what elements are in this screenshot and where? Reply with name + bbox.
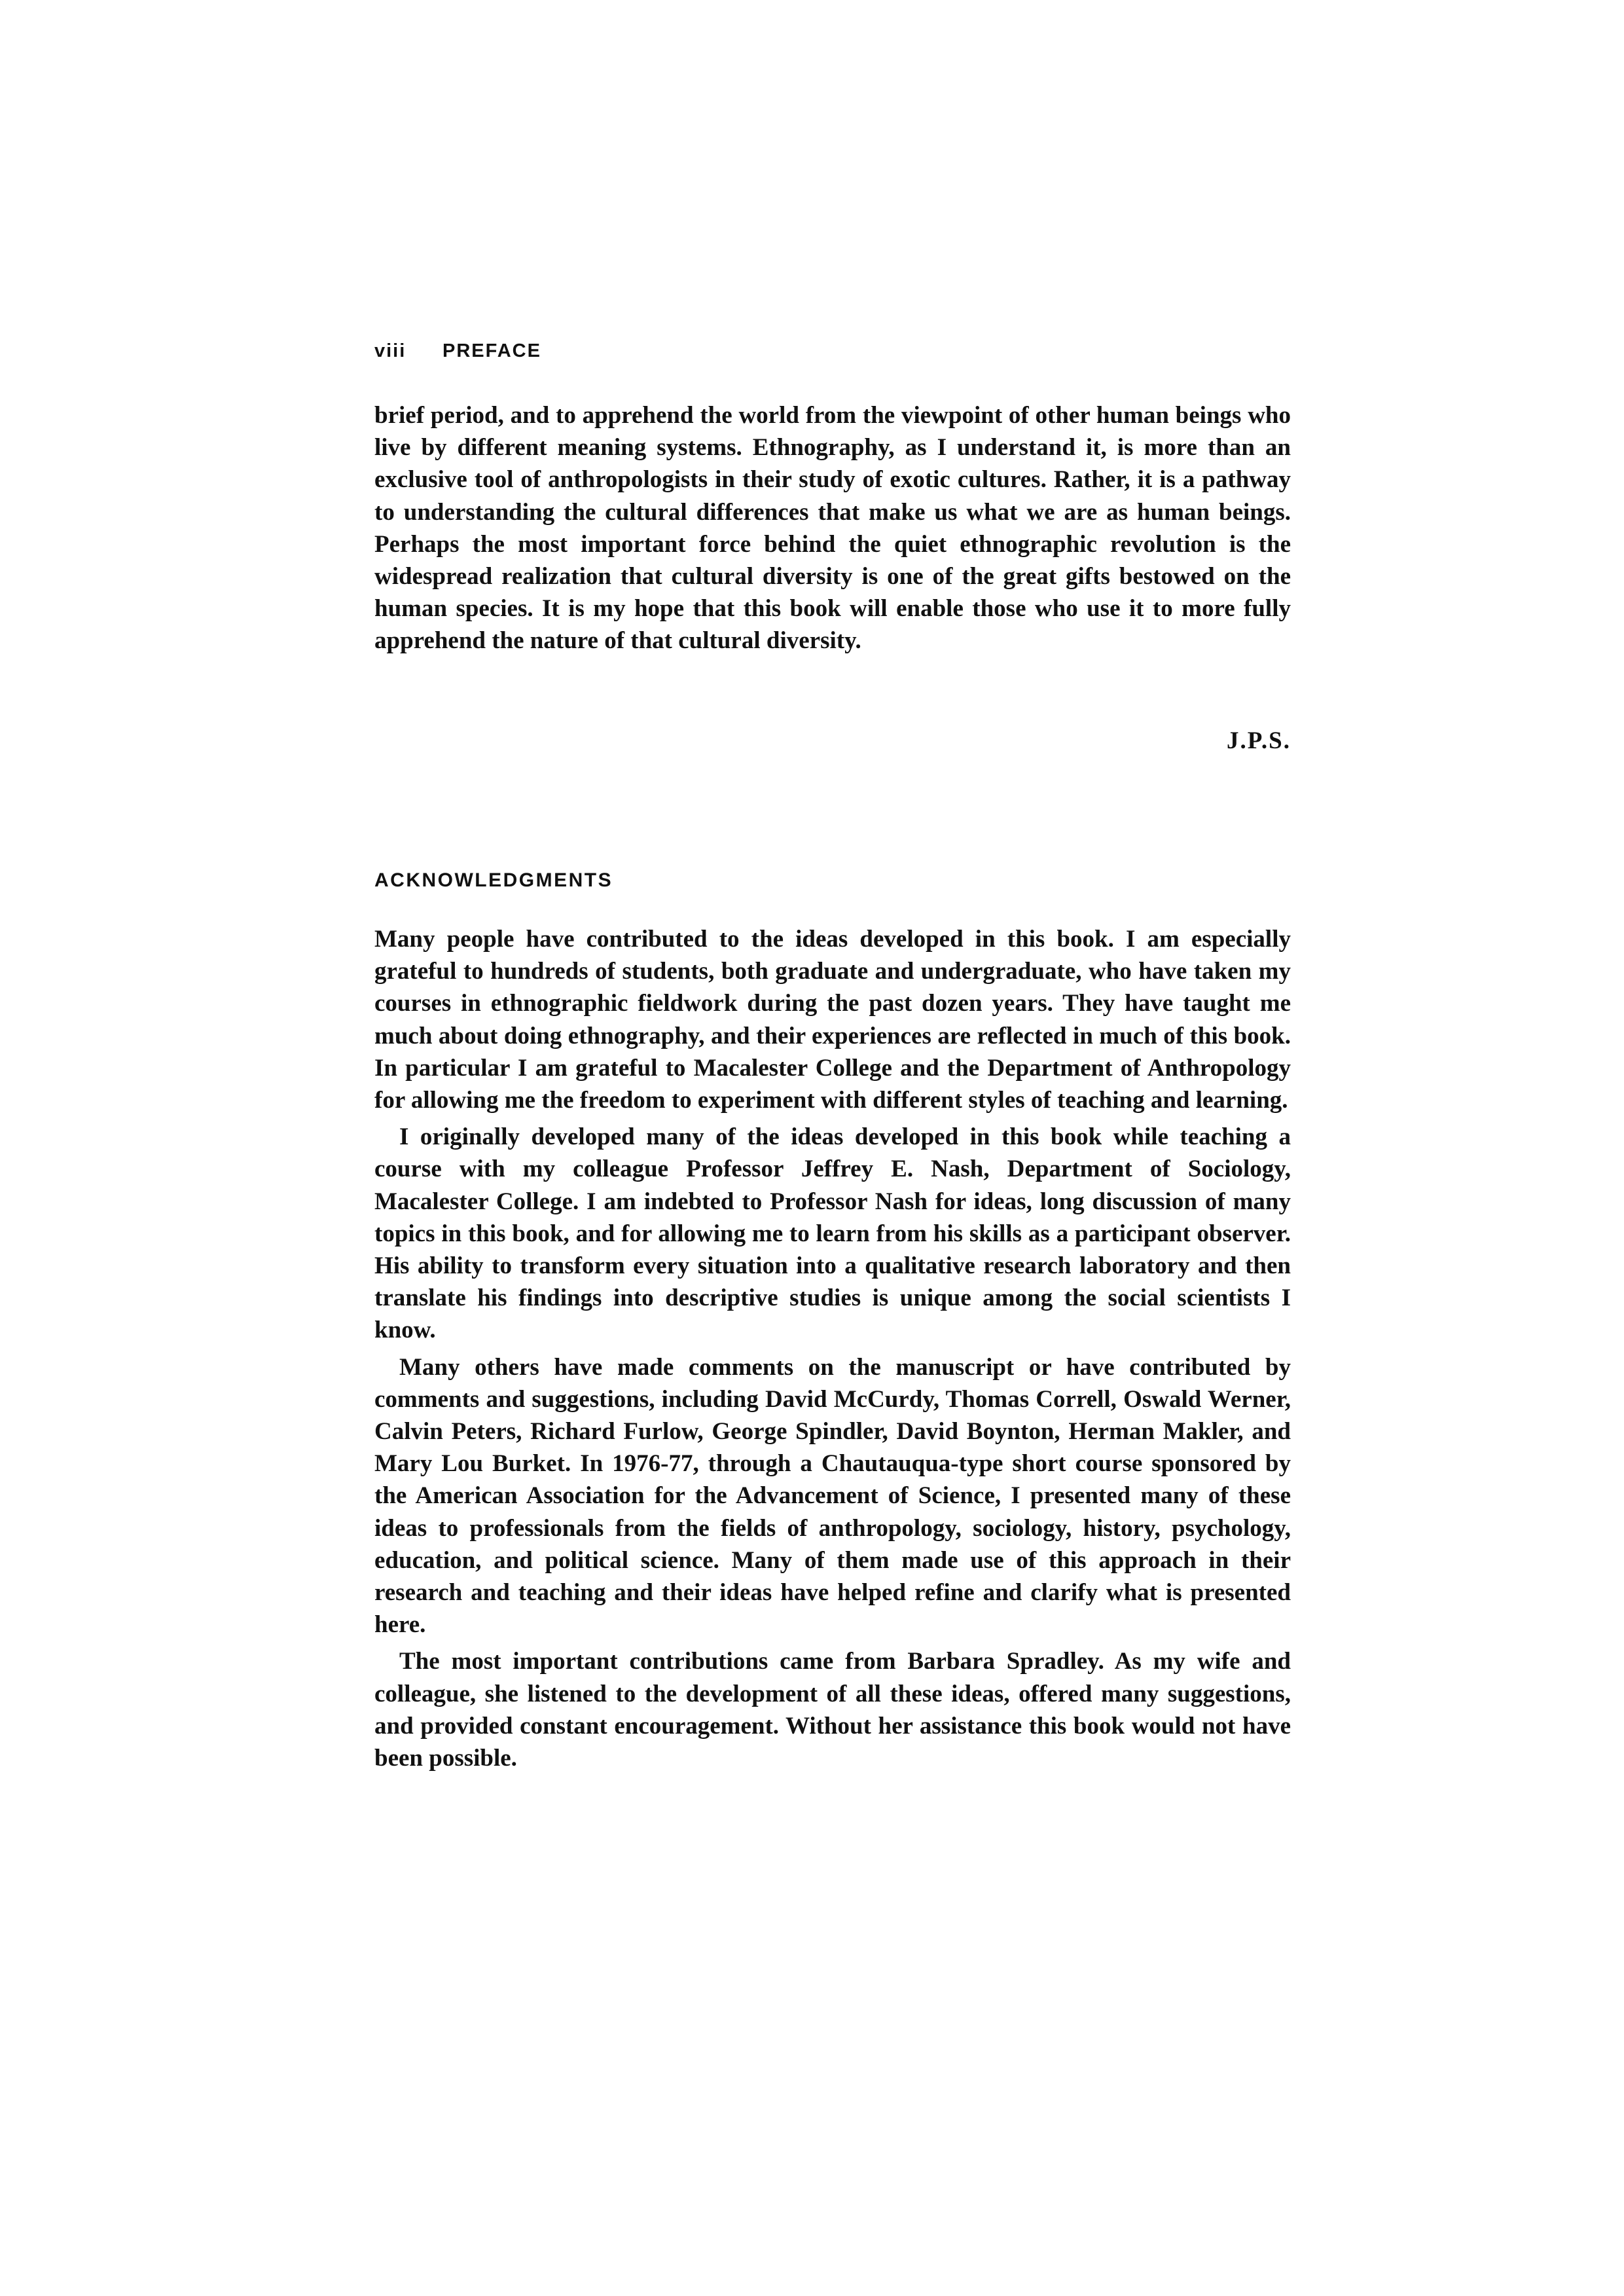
page-number: viii — [374, 340, 406, 361]
acknowledgments-paragraph: Many people have contributed to the ideas developed in this book. I am especially grateful to hundreds of students, both graduate and undergraduate, who have taken my courses in ethnographic fieldwork during the past dozen years. They have taught me much about doing ethnography, and their experiences are reflected in much of this book. In particular I am grateful to Macalester College and the Department of Anthropology for allowing me the freedom to experiment with different styles of teaching and learning. — [374, 926, 1291, 1114]
acknowledgments-text — [374, 923, 1291, 1774]
author-initials: J.P.S. — [1226, 727, 1291, 754]
acknowledgments-heading: ACKNOWLEDGMENTS — [374, 869, 613, 891]
acknowledgments-paragraph: The most important contributions came from Barbara Spradley. As my wife and colleague, she listened to the development of all these ideas, offered many suggestions, and provided constant encouragement. Without her assistance this book would not have been possible. — [374, 1648, 1291, 1772]
preface-text — [374, 399, 1291, 657]
acknowledgments-paragraph: Many others have made comments on the manuscript or have contributed by comments and suggestions, including David McCurdy, Thomas Correll, Oswald Werner, Calvin Peters, Richard Furlow, George Spindler, David Boynton, Herman Makler, and Mary Lou Burket. In 1976-77, through a Chautauqua-type short course sponsored by the American Association for the Advancement of Science, I presented many of these ideas to professionals from the fields of anthropology, sociology, history, psychology, education, and political science. Many of them made use of this approach in their research and teaching and their ideas have helped refine and clarify what is presented here. — [374, 1353, 1291, 1639]
running-head-title: PREFACE — [442, 340, 541, 361]
preface-paragraph: brief period, and to apprehend the world from the viewpoint of other human beings who live by different meaning systems. Ethnography, as I understand it, is more than an exclusive tool of anthropologists in their study of exotic cultures. Rather, it is a pathway to understanding the cultural differences that make us what we are as human beings. Perhaps the most important force behind the quiet ethnographic revolution is the widespread realization that cultural diversity is one of the great gifts bestowed on the human species. It is my hope that this book will enable those who use it to more fully apprehend the nature of that cultural diversity. — [374, 402, 1291, 655]
acknowledgments-paragraph: I originally developed many of the ideas developed in this book while teaching a course with my colleague Professor Jeffrey E. Nash, Department of Sociology, Macalester College. I am indebted to Professor Nash for ideas, long discussion of many topics in this book, and for allowing me to learn from his skills as a participant observer. His ability to transform every situation into a qualitative research laboratory and then translate his findings into descriptive studies is unique among the social scientists I know. — [374, 1123, 1291, 1344]
running-head — [374, 340, 541, 362]
